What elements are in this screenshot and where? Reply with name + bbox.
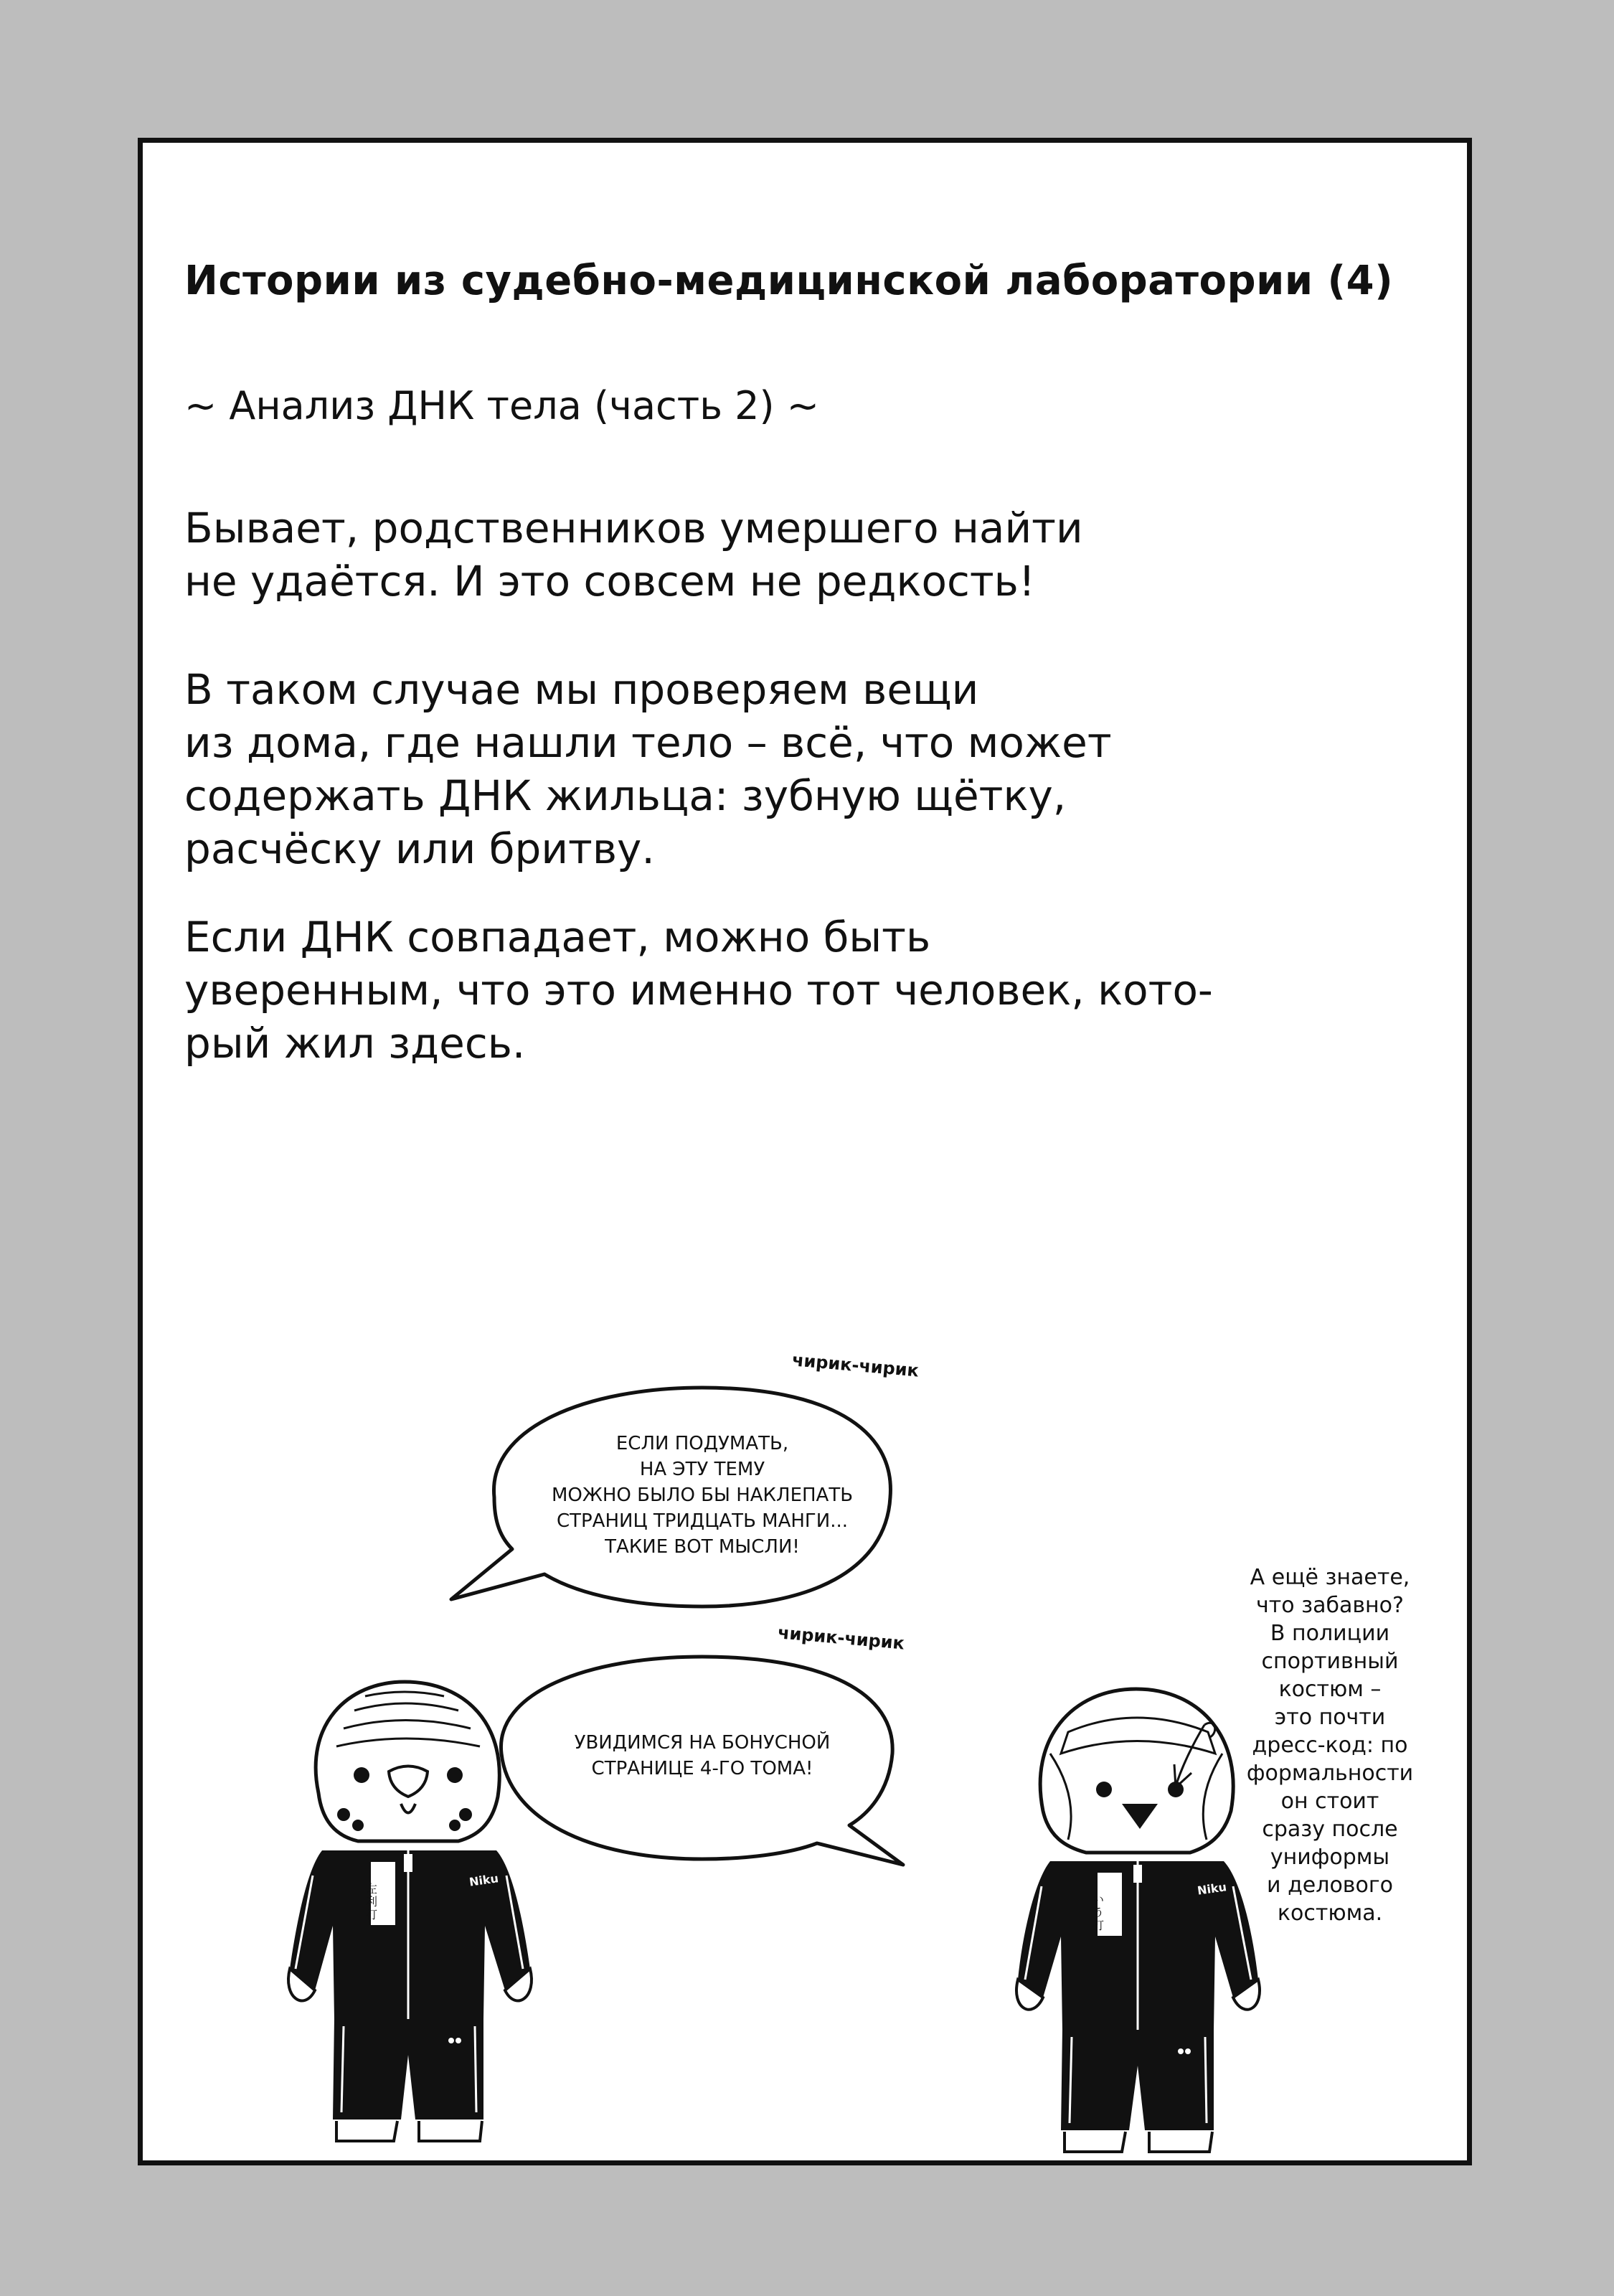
page-subtitle: ~ Анализ ДНК тела (часть 2) ~ bbox=[184, 383, 820, 428]
bubble-line: МОЖНО БЫЛО БЫ НАКЛЕПАТЬ bbox=[551, 1485, 854, 1506]
text-line: уверенным, что это именно тот человек, кото- bbox=[184, 966, 1213, 1015]
text-line: В таком случае мы проверяем вещи bbox=[184, 665, 979, 714]
side-note bbox=[1215, 1563, 1445, 1927]
side-note-line: формальности bbox=[1246, 1761, 1414, 1786]
text-line: содержать ДНК жильца: зубную щётку, bbox=[184, 771, 1067, 820]
text-line: Если ДНК совпадает, можно быть bbox=[184, 913, 931, 961]
right-jacket-logo: Niku bbox=[1196, 1880, 1228, 1898]
page-title: Истории из судебно-медицинской лаборатории (4) bbox=[184, 258, 1394, 304]
left-jacket-logo: Niku bbox=[468, 1871, 500, 1889]
speech-bubble-2-text bbox=[516, 1730, 889, 1782]
sfx-chirp-1: чирик-чирик bbox=[791, 1350, 920, 1381]
side-note-line: спортивный bbox=[1261, 1649, 1399, 1674]
bubble-line: СТРАНИЦ ТРИДЦАТЬ МАНГИ... bbox=[556, 1510, 849, 1532]
side-note-line: униформы bbox=[1270, 1845, 1390, 1870]
left-bird-character bbox=[288, 1682, 532, 2141]
speech-bubble-1-text bbox=[516, 1431, 889, 1560]
page-panel bbox=[138, 138, 1472, 2165]
side-note-line: это почти bbox=[1274, 1705, 1386, 1730]
side-note-line: что забавно? bbox=[1256, 1593, 1404, 1618]
side-note-line: сразу после bbox=[1262, 1817, 1398, 1842]
sfx-chirp-2: чирик-чирик bbox=[777, 1622, 906, 1654]
side-note-line: он стоит bbox=[1280, 1789, 1379, 1814]
side-note-line: А ещё знаете, bbox=[1250, 1565, 1410, 1590]
text-line: из дома, где нашли тело – всё, что может bbox=[184, 718, 1112, 767]
text-line: рый жил здесь. bbox=[184, 1019, 526, 1068]
bubble-line: СТРАНИЦЕ 4-ГО ТОМА! bbox=[591, 1758, 813, 1779]
bubble-line: УВИДИМСЯ НА БОНУСНОЙ bbox=[574, 1732, 831, 1754]
bubble-line: ЕСЛИ ПОДУМАТЬ, bbox=[615, 1433, 789, 1454]
text-line: расчёску или бритву. bbox=[184, 824, 655, 873]
right-name-tag: いう打 bbox=[1092, 1893, 1105, 1932]
text-line: не удаётся. И это совсем не редкость! bbox=[184, 557, 1036, 606]
left-name-tag: 左利打 bbox=[366, 1882, 378, 1921]
text-line: Бывает, родственников умершего найти bbox=[184, 504, 1083, 552]
side-note-line: дресс-код: по bbox=[1252, 1733, 1408, 1758]
bubble-line: ТАКИЕ ВОТ МЫСЛИ! bbox=[605, 1536, 800, 1558]
side-note-line: костюма. bbox=[1277, 1901, 1383, 1926]
side-note-line: В полиции bbox=[1270, 1621, 1390, 1646]
bubble-line: НА ЭТУ ТЕМУ bbox=[639, 1459, 765, 1480]
side-note-line: костюм – bbox=[1278, 1677, 1382, 1702]
side-note-line: и делового bbox=[1267, 1873, 1393, 1898]
